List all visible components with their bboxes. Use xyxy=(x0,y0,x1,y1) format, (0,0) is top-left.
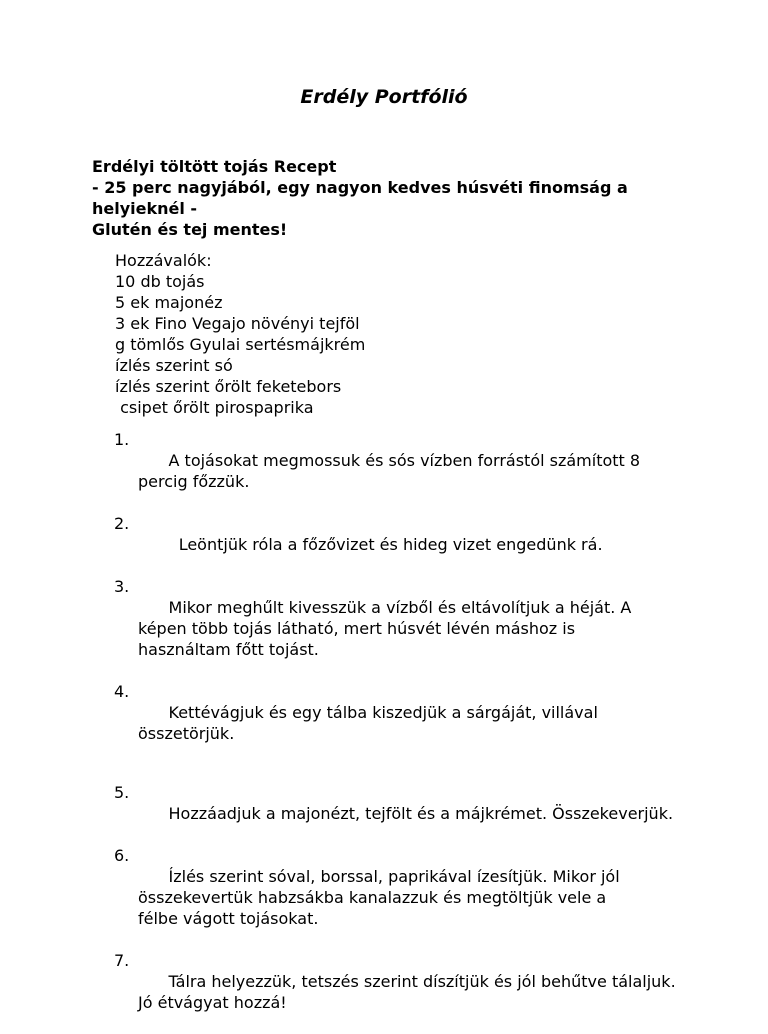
ingredients-label: Hozzávalók: xyxy=(115,251,212,270)
step-number: 2. xyxy=(114,514,130,533)
ingredient-item: ízlés szerint só xyxy=(115,356,233,375)
step-item xyxy=(92,681,682,765)
step-item xyxy=(92,845,682,950)
recipe-heading-line: Erdélyi töltött tojás Recept xyxy=(92,157,337,176)
steps-list xyxy=(92,429,682,1034)
ingredient-item: csipet őrölt pirospaprika xyxy=(115,398,314,417)
recipe-heading-line: helyieknél - xyxy=(92,199,198,218)
step-text: A tojásokat megmossuk és sós vízben forrástól számított 8 percig főzzük. xyxy=(138,451,641,491)
step-number: 6. xyxy=(114,846,130,865)
step-text: Hozzáadjuk a majonézt, tejfölt és a májkrémet. Összekeverjük. xyxy=(168,804,674,823)
step-text: Tálra helyezzük, tetszés szerint díszítjük és jól behűtve tálaljuk. Jó étvágyat hozzá! xyxy=(138,972,676,1012)
step-item xyxy=(92,950,682,1034)
ingredient-item: 5 ek majonéz xyxy=(115,293,223,312)
step-text: Ízlés szerint sóval, borssal, paprikával ízesítjük. Mikor jól összekevertük habzsákba kanalazzuk és megtöltjük vele a félbe vágott tojásokat. xyxy=(138,867,620,928)
recipe-heading-line: Glutén és tej mentes! xyxy=(92,220,288,239)
document-title: Erdély Portfólió xyxy=(300,86,468,108)
recipe-heading-line: - 25 perc nagyjából, egy nagyon kedves húsvéti finomság a xyxy=(92,178,628,197)
step-text: Mikor meghűlt kivesszük a vízből és eltávolítjuk a héját. A képen több tojás látható, mert húsvét lévén máshoz is használtam főtt tojást. xyxy=(138,598,632,659)
step-item xyxy=(92,576,682,681)
step-item xyxy=(92,429,682,513)
step-number: 5. xyxy=(114,783,130,802)
ingredient-item: 10 db tojás xyxy=(115,272,205,291)
step-text: Kettévágjuk és egy tálba kiszedjük a sárgáját, villával összetörjük. xyxy=(138,703,598,743)
step-number: 3. xyxy=(114,577,130,596)
step-item xyxy=(92,513,682,576)
ingredients-section xyxy=(115,250,675,418)
step-number: 4. xyxy=(114,682,130,701)
step-number: 7. xyxy=(114,951,130,970)
step-item xyxy=(92,782,682,845)
ingredient-item: ízlés szerint őrölt feketebors xyxy=(115,377,342,396)
step-text: Leöntjük róla a főzővizet és hideg vizet engedünk rá. xyxy=(168,535,603,554)
ingredients-list xyxy=(115,271,675,418)
ingredient-item: g tömlős Gyulai sertésmájkrém xyxy=(115,335,366,354)
ingredient-item: 3 ek Fino Vegajo növényi tejföl xyxy=(115,314,360,333)
step-number: 1. xyxy=(114,430,130,449)
recipe-heading xyxy=(92,156,692,240)
